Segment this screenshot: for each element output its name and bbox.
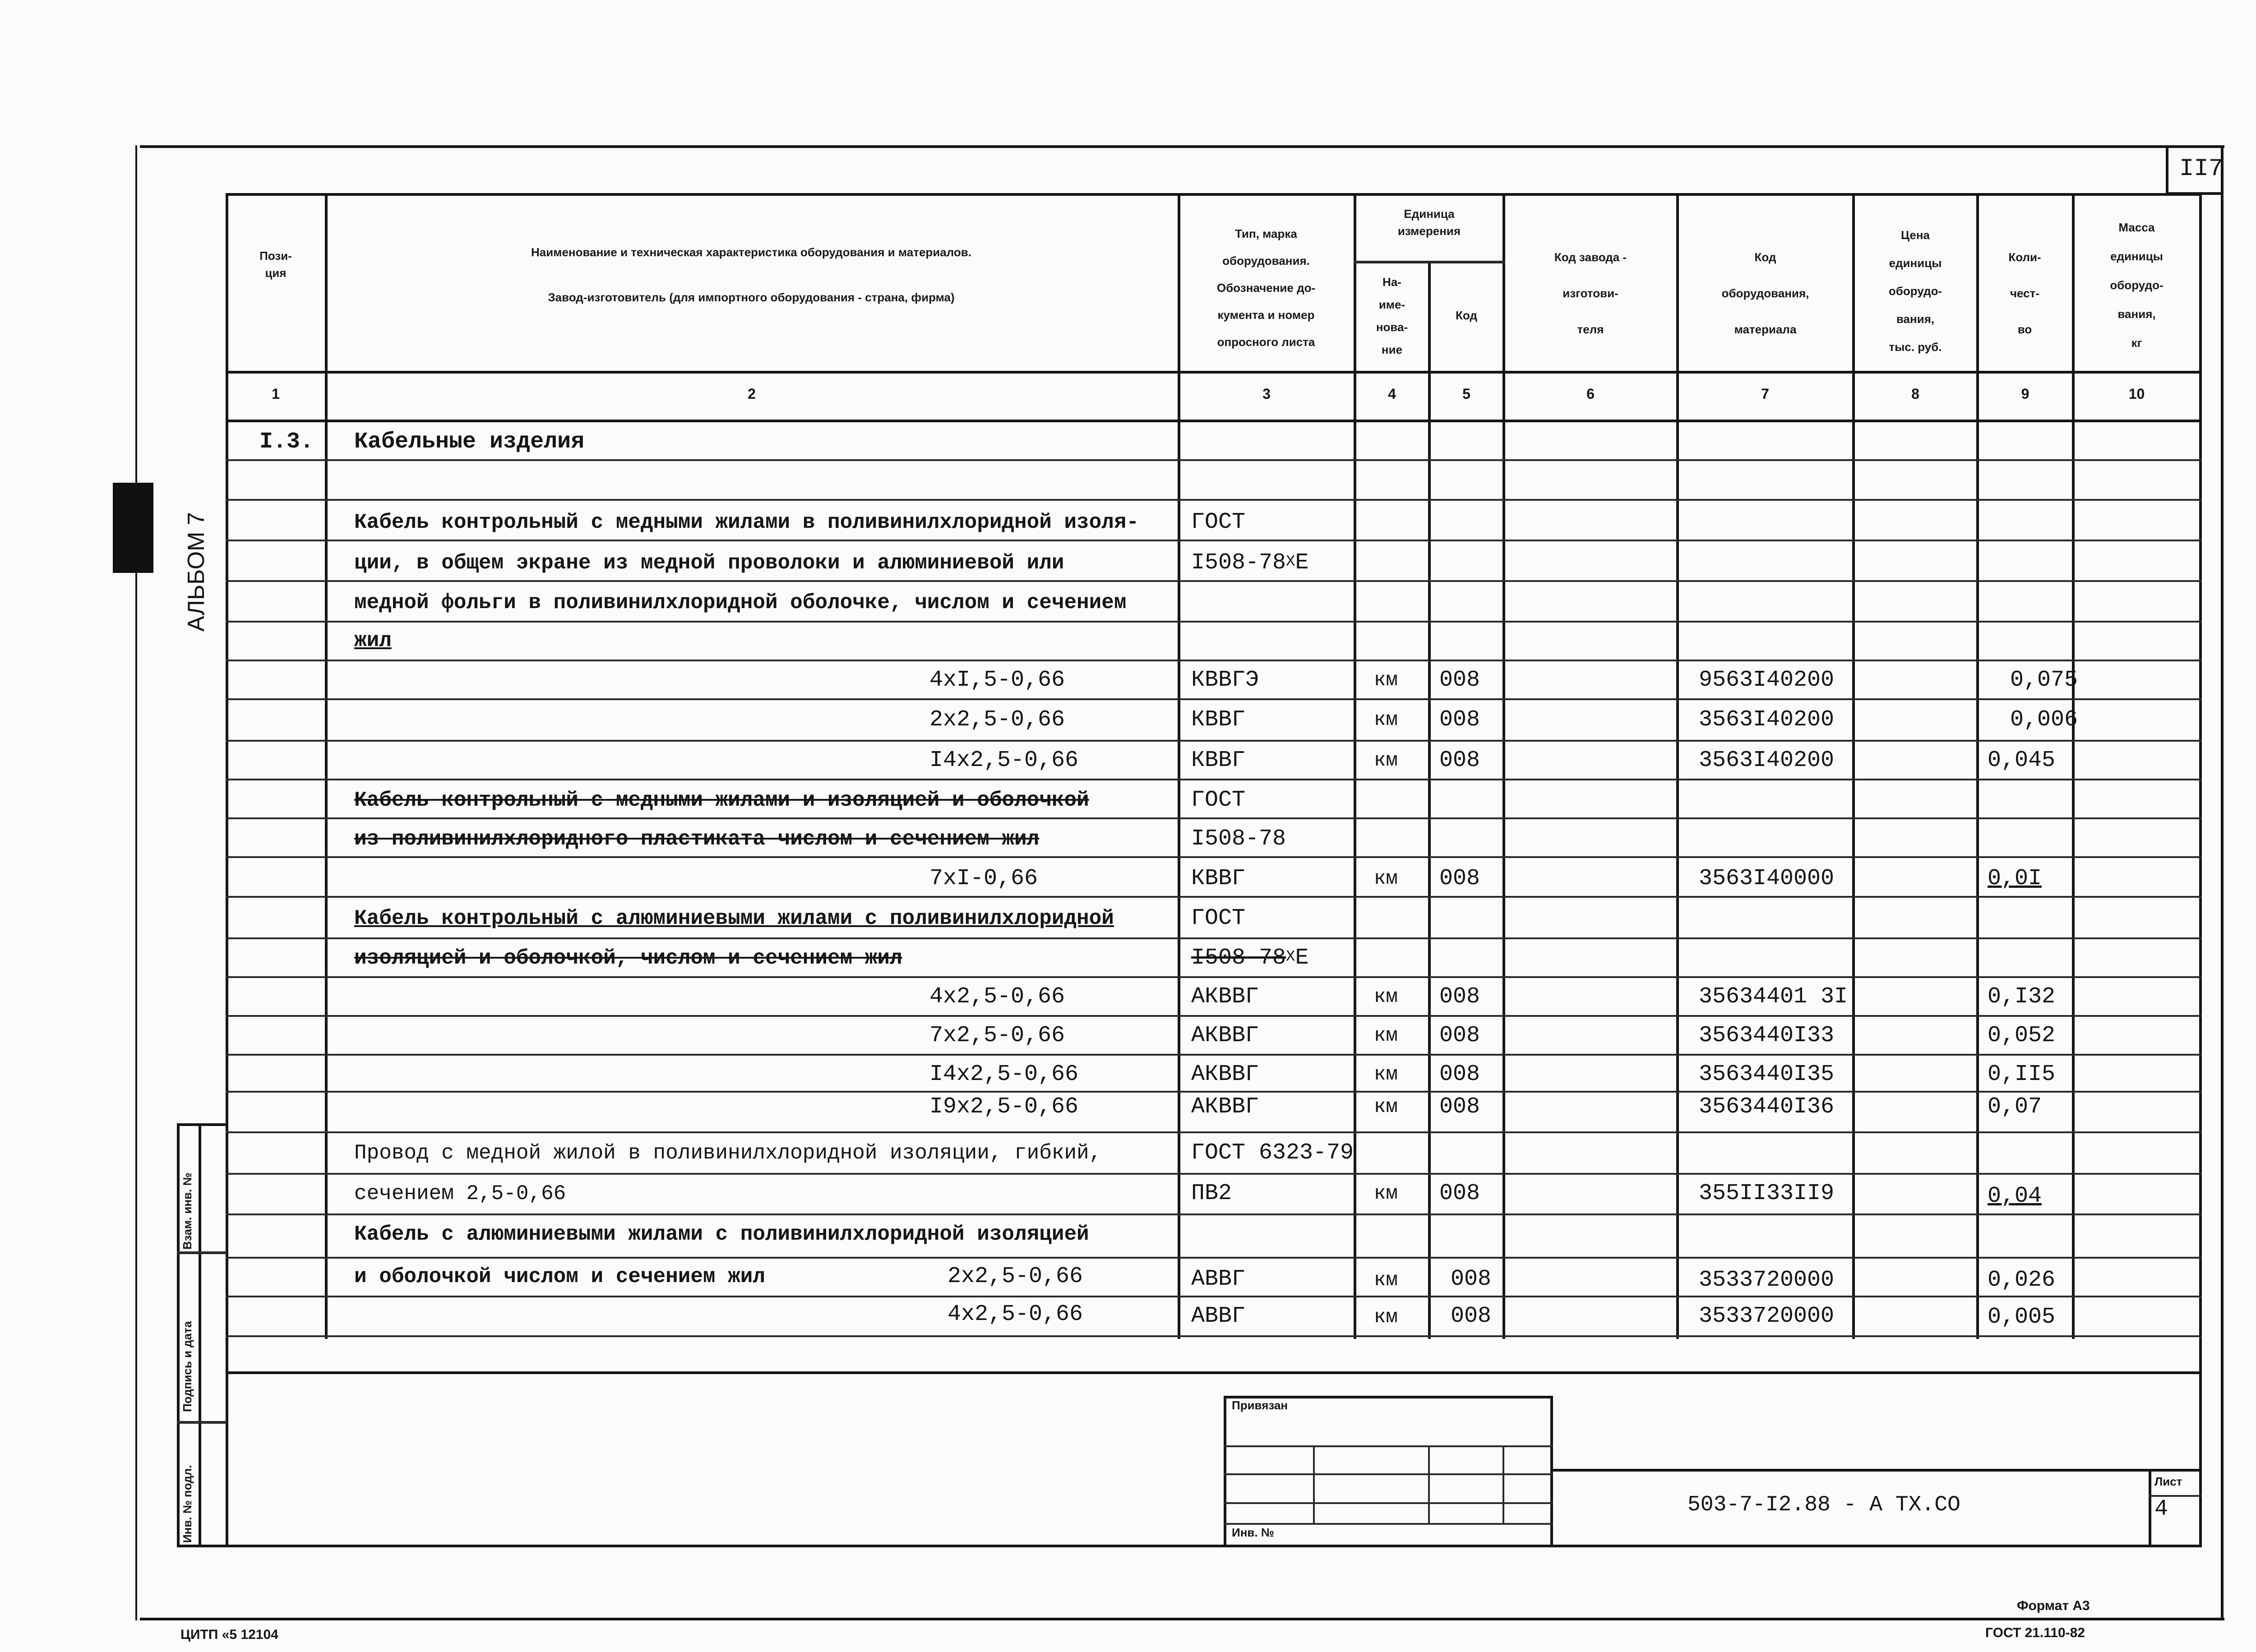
side-strip-div1	[177, 1251, 227, 1254]
stamp-col2	[1428, 1445, 1430, 1524]
colnum-7: 7	[1761, 386, 1769, 402]
side-strip-left	[177, 1124, 180, 1546]
item-spec: I9x2,5-0,66	[929, 1094, 1079, 1120]
item-unit-code: 008	[1439, 1181, 1480, 1206]
col-line-3	[1354, 193, 1356, 1339]
item-material-code: 355II33II9	[1699, 1181, 1835, 1206]
item-type: ГОСТ	[1191, 905, 1246, 931]
item-name: изоляцией и оболочкой, числом и сечением жил	[354, 946, 902, 970]
colnum-bottom	[226, 420, 2202, 422]
side-label-sign-date: Подпись и дата	[180, 1321, 194, 1412]
frame-bottom-rule	[140, 1618, 2224, 1620]
row-line	[226, 540, 2202, 541]
item-unit: км	[1374, 1096, 1398, 1118]
header-type: Тип, марка оборудования. Обозначение до- кумента и номер опросного листа	[1216, 227, 1316, 349]
item-quantity: 0,0I	[1988, 866, 2042, 891]
header-name-line1: Наименование и техническая характеристика оборудования и материалов.	[531, 245, 971, 259]
item-name: жил	[354, 629, 392, 652]
item-type: ГОСТ	[1191, 787, 1246, 813]
item-unit: км	[1374, 986, 1398, 1008]
side-strip-top	[177, 1123, 227, 1126]
item-unit: км	[1374, 1024, 1398, 1047]
colnum-6: 6	[1586, 386, 1595, 402]
frame-left-border	[135, 145, 137, 1620]
row-line	[226, 660, 2202, 661]
side-label-inv-exch: Взам. инв. №	[180, 1172, 194, 1250]
item-unit: км	[1374, 669, 1398, 692]
colnum-2: 2	[748, 386, 756, 402]
item-name: Кабель с алюминиевыми жилами с поливинилхлоридной изоляцией	[354, 1223, 1089, 1246]
item-type: ПВ2	[1191, 1181, 1232, 1206]
row-line	[226, 499, 2202, 501]
item-material-code: 35634401 3I	[1699, 984, 1848, 1010]
item-material-code: 3533720000	[1699, 1267, 1835, 1293]
item-type: КВВГ	[1191, 707, 1246, 733]
sheet-label: Лист	[2154, 1475, 2182, 1488]
colnum-1: 1	[272, 386, 280, 402]
item-name: Кабель контрольный с медными жилами в поливинилхлоридной изоля-	[354, 511, 1139, 534]
frame-right-border	[2221, 145, 2224, 1620]
row-line	[226, 580, 2202, 582]
item-unit-code: 008	[1451, 1303, 1492, 1329]
item-unit: км	[1374, 749, 1398, 772]
item-quantity: 0,006	[2010, 707, 2078, 733]
item-unit-code: 008	[1439, 1023, 1480, 1048]
item-unit-code: 008	[1439, 748, 1480, 773]
header-material-code: Код оборудования, материала	[1721, 250, 1809, 336]
item-type: АКВВГ	[1191, 1061, 1259, 1087]
colnum-10: 10	[2128, 386, 2145, 402]
item-unit-code: 008	[1439, 1061, 1480, 1087]
table-body-bottom	[226, 1371, 2202, 1374]
binding-mark	[113, 483, 153, 573]
item-type: АКВВГ	[1191, 1023, 1259, 1048]
item-spec: 7xI-0,66	[929, 866, 1038, 891]
item-type: I508-78	[1191, 826, 1286, 852]
col-line-9	[2072, 193, 2075, 1339]
item-type: АВВГ	[1191, 1303, 1246, 1329]
stamp-col1	[1313, 1445, 1315, 1524]
col-line-5	[1502, 193, 1505, 1339]
item-spec: 4x2,5-0,66	[948, 1301, 1083, 1327]
item-unit: км	[1374, 1306, 1398, 1329]
header-name-line2: Завод-изготовитель (для импортного оборудования - страна, фирма)	[548, 291, 955, 304]
header-unit: Единица измерения	[1397, 207, 1461, 238]
row-line	[226, 1015, 2202, 1017]
corner-box-left	[2166, 145, 2168, 195]
item-quantity: 0,045	[1988, 748, 2056, 773]
col-line-4	[1428, 262, 1431, 1339]
col-line-7	[1852, 193, 1855, 1339]
colnum-4: 4	[1388, 386, 1396, 402]
item-type: ГОСТ 6323-79	[1191, 1140, 1354, 1166]
header-factory-code: Код завода - изготови- теля	[1554, 250, 1627, 336]
album-label: АЛЬБОМ 7	[183, 512, 209, 632]
item-spec: 2x2,5-0,66	[929, 707, 1065, 733]
item-type: АВВГ	[1191, 1266, 1246, 1292]
colnum-3: 3	[1262, 386, 1271, 402]
item-name: сечением 2,5-0,66	[354, 1182, 566, 1205]
row-line	[226, 937, 2202, 939]
item-type-sup: X	[1286, 948, 1295, 966]
top-rule	[140, 145, 2224, 148]
footer-printer: ЦИТП «5 12104	[180, 1627, 278, 1642]
item-name: из поливинилхлоридного пластиката числом и сечением жил	[354, 827, 1040, 851]
colnum-8: 8	[1911, 386, 1919, 402]
header-bottom	[226, 371, 2202, 374]
item-spec: 2x2,5-0,66	[948, 1264, 1083, 1289]
title-block-line	[1550, 1469, 2202, 1472]
table-top	[226, 193, 2202, 196]
item-spec: 7x2,5-0,66	[929, 1023, 1065, 1048]
item-material-code: 3563I40200	[1699, 748, 1835, 773]
side-strip-bottom	[177, 1545, 2202, 1547]
col-line-2	[1178, 193, 1180, 1339]
item-name: Кабель контрольный с алюминиевыми жилами с поливинилхлоридной	[354, 907, 1114, 930]
sheet-corner-number: II7	[2179, 155, 2224, 183]
header-position: Пози- ция	[259, 249, 292, 280]
footer-gost: ГОСТ 21.110-82	[1985, 1625, 2085, 1640]
item-quantity: 0,04	[1988, 1183, 2042, 1209]
item-type-suffix: E	[1295, 550, 1309, 576]
side-label-inv-orig: Инв. № подл.	[180, 1465, 194, 1543]
item-material-code: 3563440I33	[1699, 1023, 1835, 1048]
row-line	[226, 698, 2202, 700]
item-spec: I4x2,5-0,66	[929, 748, 1079, 773]
colnum-9: 9	[2021, 386, 2029, 402]
sheet-box-left	[2149, 1469, 2151, 1546]
item-unit: км	[1374, 709, 1398, 731]
item-type: ГОСТ	[1191, 509, 1246, 535]
item-unit: км	[1374, 1063, 1398, 1086]
row-line	[226, 621, 2202, 623]
item-material-code: 3563440I36	[1699, 1094, 1835, 1120]
item-quantity: 0,07	[1988, 1094, 2042, 1120]
item-unit: км	[1374, 1182, 1398, 1205]
item-unit-code: 008	[1451, 1266, 1492, 1292]
row-line	[226, 1257, 2202, 1259]
row-line	[226, 1131, 2202, 1133]
item-quantity: 0,II5	[1988, 1061, 2056, 1087]
row-line	[226, 1173, 2202, 1175]
item-quantity: 0,I32	[1988, 984, 2056, 1010]
item-spec: 4xI,5-0,66	[929, 667, 1065, 693]
row-line	[226, 779, 2202, 780]
row-line	[226, 1214, 2202, 1215]
item-name: Провод с медной жилой в поливинилхлоридной изоляции, гибкий,	[354, 1141, 1102, 1165]
footer-format: Формат А3	[2017, 1598, 2090, 1613]
col-line-8	[1976, 193, 1979, 1339]
item-quantity: 0,052	[1988, 1023, 2056, 1048]
stamp-inv-label: Инв. №	[1232, 1526, 1274, 1539]
item-type: I508-78	[1191, 945, 1286, 971]
item-material-code: 9563I40200	[1699, 667, 1835, 693]
row-line	[226, 976, 2202, 978]
header-unit-name: На- име- нова- ние	[1376, 275, 1408, 356]
header-quantity: Коли- чест- во	[2008, 250, 2041, 336]
side-strip-mid	[199, 1124, 201, 1546]
stamp-col3	[1502, 1445, 1504, 1524]
side-strip-div2	[177, 1421, 227, 1424]
row-line	[226, 1091, 2202, 1093]
item-quantity: 0,075	[2010, 667, 2078, 693]
item-type: КВВГ	[1191, 866, 1246, 891]
item-spec: I4x2,5-0,66	[929, 1061, 1079, 1087]
item-material-code: 3533720000	[1699, 1303, 1835, 1329]
item-name: Кабель контрольный с медными жилами и изоляцией и оболочкой	[354, 789, 1089, 812]
row-line	[226, 856, 2202, 858]
section-title: Кабельные изделия	[354, 429, 585, 455]
row-line	[226, 1335, 2202, 1337]
row-line	[226, 896, 2202, 898]
item-material-code: 3563I40200	[1699, 707, 1835, 733]
row-line	[226, 1054, 2202, 1056]
item-name: ции, в общем экране из медной проволоки и алюминиевой или	[354, 551, 1064, 575]
item-unit-code: 008	[1439, 667, 1480, 693]
row-line	[226, 459, 2202, 461]
sheet-number: 4	[2154, 1496, 2168, 1522]
item-quantity: 0,026	[1988, 1267, 2056, 1293]
item-type: I508-78	[1191, 550, 1286, 576]
item-type: АКВВГ	[1191, 1094, 1259, 1120]
item-unit-code: 008	[1439, 707, 1480, 733]
table-right	[2199, 193, 2202, 1546]
row-line	[226, 740, 2202, 742]
item-material-code: 3563I40000	[1699, 866, 1835, 891]
item-unit-code: 008	[1439, 866, 1480, 891]
item-unit-code: 008	[1439, 1094, 1480, 1120]
row-line	[226, 1296, 2202, 1297]
item-material-code: 3563440I35	[1699, 1061, 1835, 1087]
header-unit-code: Код	[1456, 309, 1477, 322]
item-type-suffix: E	[1295, 945, 1309, 971]
col-line-6	[1676, 193, 1679, 1339]
item-name: медной фольги в поливинилхлоридной оболочке, числом и сечением	[354, 591, 1127, 614]
item-unit-code: 008	[1439, 984, 1480, 1010]
section-position: I.3.	[259, 429, 314, 455]
row-line	[226, 817, 2202, 819]
item-type: АКВВГ	[1191, 984, 1259, 1010]
item-type-with-sup	[1191, 549, 1308, 577]
document-code: 503-7-I2.88 - А ТХ.СО	[1687, 1493, 1960, 1517]
col-line-1	[325, 193, 328, 1339]
header-price: Цена единицы оборудо- вания, тыс. руб.	[1888, 228, 1942, 354]
item-type-with-sup	[1191, 945, 1308, 972]
item-type: КВВГ	[1191, 748, 1246, 773]
stamp-bound-label: Привязан	[1232, 1398, 1288, 1412]
item-type-sup: X	[1286, 553, 1295, 571]
header-mass: Масса единицы оборудо- вания, кг	[2110, 221, 2164, 350]
item-quantity: 0,005	[1988, 1304, 2056, 1330]
colnum-5: 5	[1462, 386, 1470, 402]
unit-header-split	[1354, 261, 1505, 263]
item-spec: 4x2,5-0,66	[929, 984, 1065, 1010]
item-type: КВВГЭ	[1191, 667, 1259, 693]
item-unit: км	[1374, 868, 1398, 890]
item-unit: км	[1374, 1269, 1398, 1292]
item-name: и оболочкой числом и сечением жил	[354, 1265, 765, 1288]
